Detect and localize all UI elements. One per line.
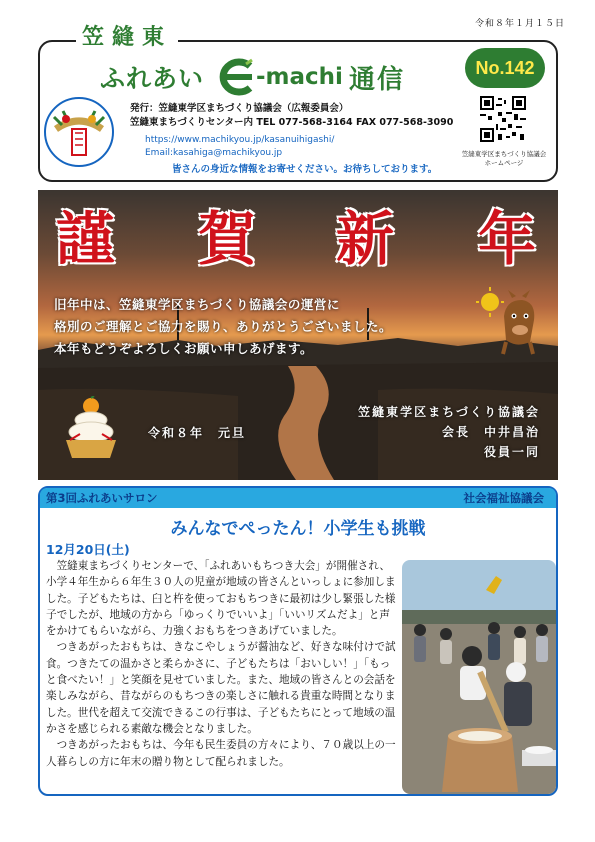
article-body bbox=[46, 558, 396, 770]
masthead-tsushin: 通信 bbox=[348, 64, 405, 95]
website-link[interactable]: https://www.machikyou.jp/kasanuihigashi/ bbox=[145, 135, 335, 145]
article-headline: みんなでぺったん！小学生も挑戦 bbox=[170, 519, 426, 539]
signature-chair: 会長 中井昌治 bbox=[441, 425, 540, 439]
article-paragraph-2: つきあがったおもちは、きなこやしょうが醤油など、好きな味付けで試食。つきたての温かさと柔らかさに、子どもたちは「おいしい！」「もっと食べたい！」と笑顔を見せていました。また、地域の皆さんとの会話を楽しみながら、昔ながらのもちつきの楽しさに触れる貴重な時間となりました。世代を超えて交流できるこの行事は、子どもたちにとって地域の温かさを感じられる素敵な機会となりました。 bbox=[46, 641, 396, 735]
article-paragraph-1: 笠縫東まちづくりセンターで、「ふれあいもちつき大会」が開催され、小学４年生から６年生３０人の児童が地域の皆さんといっしょに参加しました。子どもたちは、臼と杵を使っておもちつきに最初は少し緊張した様子でしたが、地域の方から「ゆっくりでいいよ」「いいリズムだよ」と声をかけてもらいながら、力強くおもちをつきあげていました。 bbox=[46, 560, 396, 638]
issue-date: 令和８年１月１５日 bbox=[474, 19, 565, 29]
article-paragraph-3: つきあがったおもちは、今年も民生委員の方々により、７０歳以上の一人暮らしの方に年末の贈り物として配られました。 bbox=[46, 739, 396, 768]
kinga-char-2: 賀 bbox=[198, 205, 257, 273]
signature-org: 笠縫東学区まちづくり協議会 bbox=[358, 405, 540, 419]
qr-caption-line1: 笠縫東学区まちづくり協議会 bbox=[461, 150, 547, 158]
masthead-title bbox=[100, 58, 405, 96]
address-line: 笠縫東まちづくりセンター内 TEL 077-568-3164 FAX 077-568-3090 bbox=[130, 117, 454, 128]
place-title: 笠縫東 bbox=[76, 20, 178, 51]
kinga-char-1: 謹 bbox=[56, 205, 115, 273]
email-link[interactable]: Email:kasahiga@machikyou.jp bbox=[145, 148, 283, 158]
article-category-right: 社会福祉協議会 bbox=[463, 491, 544, 505]
horse-mascot-icon bbox=[476, 286, 548, 356]
greeting-line-3: 本年もどうぞよろしくお願い申しあげます。 bbox=[54, 341, 314, 356]
salon-article bbox=[38, 486, 558, 796]
publisher-line: 発行：笠縫東学区まちづくり協議会（広報委員会） bbox=[130, 103, 349, 114]
greeting-signature bbox=[358, 402, 540, 462]
article-event-date: 12月20日(土) bbox=[46, 542, 130, 557]
contribution-note: 皆さんの身近な情報をお寄せください。お待ちしております。 bbox=[172, 164, 438, 175]
publisher-info bbox=[130, 102, 453, 130]
kinga-char-3: 新 bbox=[336, 205, 395, 273]
greeting-line-2: 格別のご理解とご協力を賜り、ありがとうございました。 bbox=[54, 319, 393, 334]
kinga-shinnen-title bbox=[38, 192, 558, 272]
e-logo-icon bbox=[210, 58, 254, 96]
greeting-date: 令和８年 元旦 bbox=[148, 426, 247, 440]
new-year-banner bbox=[38, 190, 558, 480]
greeting-line-1: 旧年中は、笠縫東学区まちづくり協議会の運営に bbox=[54, 297, 340, 312]
kagami-mochi-icon bbox=[60, 396, 122, 462]
contact-links bbox=[145, 134, 334, 160]
qr-caption bbox=[454, 150, 554, 168]
article-category-left: 第3回ふれあいサロン bbox=[46, 491, 158, 505]
qr-caption-line2: ホームページ bbox=[484, 159, 524, 167]
shimekazari-emblem-icon bbox=[42, 95, 116, 169]
mochitsuki-photo bbox=[402, 560, 556, 794]
homepage-qr-code[interactable] bbox=[480, 96, 526, 142]
masthead-machi: -machi bbox=[256, 64, 343, 90]
signature-staff: 役員一同 bbox=[483, 445, 540, 459]
article-header-band bbox=[40, 488, 556, 508]
issue-number-badge: No.142 bbox=[465, 48, 545, 88]
new-year-greeting bbox=[54, 294, 392, 360]
kinga-char-4: 年 bbox=[478, 205, 537, 273]
masthead-fureai: ふれあい bbox=[100, 64, 205, 93]
